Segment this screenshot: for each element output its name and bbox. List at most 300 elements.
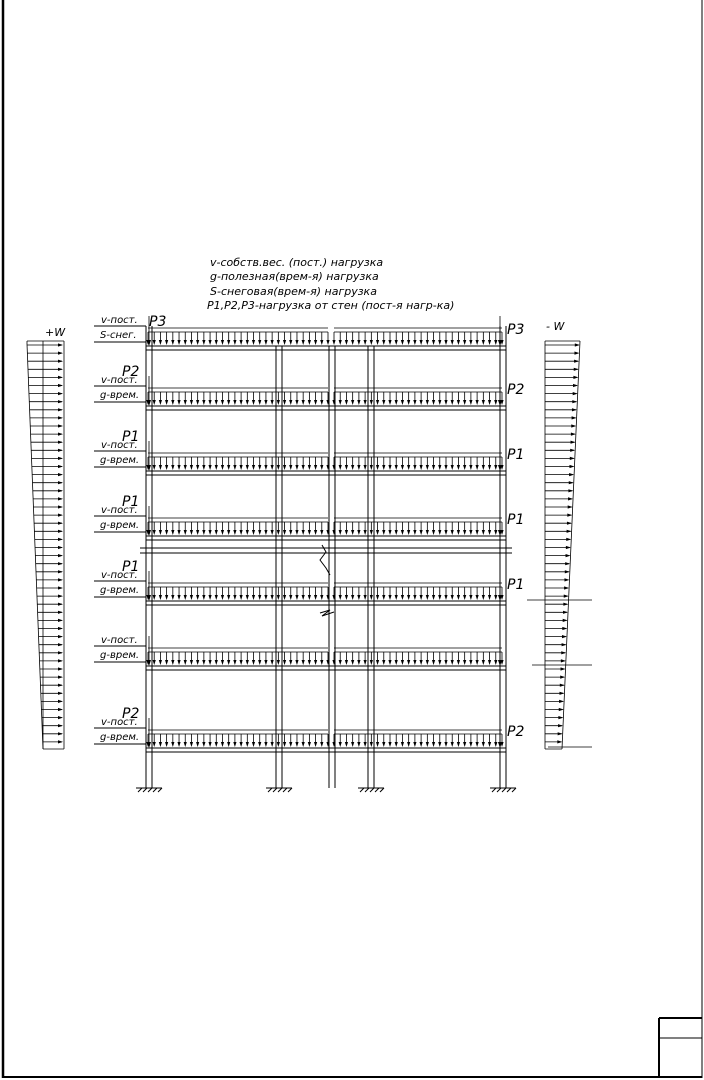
load-arrow-head xyxy=(351,595,354,600)
load-arrow-head xyxy=(345,595,348,600)
load-arrow-head xyxy=(264,530,267,535)
load-arrow-head xyxy=(233,530,236,535)
load-arrow-head xyxy=(233,595,236,600)
load-arrow-head xyxy=(469,400,472,405)
load-arrow-head xyxy=(357,742,360,747)
load-arrow-head xyxy=(196,660,199,665)
load-arrow-head xyxy=(271,595,274,600)
load-arrow-head xyxy=(277,340,280,345)
load-arrow-head xyxy=(159,400,162,405)
wind-arrow-head xyxy=(58,700,63,703)
wind-diagram-negative xyxy=(527,341,592,749)
load-arrow-head xyxy=(246,660,249,665)
wind-arrow-head xyxy=(58,595,63,598)
wind-arrow-head xyxy=(575,343,580,346)
load-arrow-head xyxy=(339,595,342,600)
load-arrow-head xyxy=(351,530,354,535)
load-arrow-head xyxy=(357,660,360,665)
wind-arrow-head xyxy=(573,384,578,387)
load-arrow-head xyxy=(215,595,218,600)
load-arrow-head xyxy=(339,400,342,405)
support-hatch xyxy=(283,788,287,792)
wind-arrow-head xyxy=(563,611,568,614)
wind-arrow-head xyxy=(564,595,569,598)
load-arrow-head xyxy=(202,400,205,405)
load-arrow-head xyxy=(494,465,497,470)
load-arrow-head xyxy=(457,660,460,665)
wind-arrow-head xyxy=(58,384,63,387)
load-arrow-head xyxy=(208,400,211,405)
legend xyxy=(207,256,454,312)
floor-bottom-label: g-врем. xyxy=(100,732,140,743)
load-arrow-head xyxy=(395,400,398,405)
load-arrow-head xyxy=(401,660,404,665)
wind-arrow-head xyxy=(574,352,579,355)
load-arrow-head xyxy=(202,530,205,535)
support-hatch xyxy=(370,788,374,792)
support-hatch xyxy=(138,788,142,792)
load-arrow-head xyxy=(221,340,224,345)
floor-bottom-label: g-врем. xyxy=(100,650,140,661)
floor-top-label: v-пост. xyxy=(101,570,138,581)
load-arrow-head xyxy=(159,465,162,470)
load-arrow-head xyxy=(420,400,423,405)
load-arrow-head xyxy=(457,340,460,345)
wind-arrow-head xyxy=(58,692,63,695)
load-arrow-head xyxy=(351,660,354,665)
load-arrow-head xyxy=(258,660,261,665)
wind-arrow-head xyxy=(569,481,574,484)
load-arrow-head xyxy=(370,400,373,405)
load-arrow-head xyxy=(382,400,385,405)
support-hatch xyxy=(380,788,384,792)
load-arrow-head xyxy=(339,742,342,747)
wind-arrow-head xyxy=(572,400,577,403)
load-arrow-head xyxy=(165,465,168,470)
load-arrow-head xyxy=(233,400,236,405)
load-arrow-head xyxy=(438,530,441,535)
right-wall-load-label: P3 xyxy=(507,322,525,338)
load-arrow-head xyxy=(184,660,187,665)
load-arrow-head xyxy=(227,340,230,345)
load-arrow-head xyxy=(364,340,367,345)
load-arrow-head xyxy=(240,465,243,470)
wind-arrow-head xyxy=(58,408,63,411)
load-arrow-head xyxy=(395,742,398,747)
load-arrow-head xyxy=(432,595,435,600)
load-arrow-head xyxy=(277,465,280,470)
load-arrow-head xyxy=(345,742,348,747)
load-arrow-head xyxy=(302,465,305,470)
load-arrow-head xyxy=(252,400,255,405)
load-arrow-head xyxy=(469,742,472,747)
wind-arrow-head xyxy=(566,546,571,549)
load-arrow-head xyxy=(444,340,447,345)
load-arrow-head xyxy=(420,660,423,665)
wind-arrow-head xyxy=(567,514,572,517)
load-arrow-head xyxy=(171,595,174,600)
load-arrow-head xyxy=(401,465,404,470)
load-arrow-head xyxy=(320,465,323,470)
load-arrow-head xyxy=(407,400,410,405)
load-arrow-head xyxy=(401,742,404,747)
wind-arrow-head xyxy=(561,651,566,654)
wind-arrow-head xyxy=(557,740,562,743)
load-arrow-head xyxy=(240,530,243,535)
load-arrow-head xyxy=(165,530,168,535)
load-arrow-head xyxy=(463,742,466,747)
support-hatch xyxy=(278,788,282,792)
load-arrow-head xyxy=(233,742,236,747)
load-arrow-head xyxy=(171,660,174,665)
load-arrow-head xyxy=(420,340,423,345)
load-arrow-head xyxy=(283,595,286,600)
left-wall-load-label: P2 xyxy=(122,364,140,380)
load-arrow-head xyxy=(488,595,491,600)
load-arrow-head xyxy=(190,660,193,665)
wind-arrow-head xyxy=(559,708,564,711)
load-arrow-head xyxy=(444,595,447,600)
load-arrow-head xyxy=(208,742,211,747)
load-arrow-head xyxy=(488,660,491,665)
load-arrow-head xyxy=(196,530,199,535)
right-wall-load-label: P1 xyxy=(507,512,525,528)
load-arrow-head xyxy=(494,595,497,600)
wind-arrow-head xyxy=(562,627,567,630)
wind-arrow-head xyxy=(58,724,63,727)
load-arrow-head xyxy=(283,340,286,345)
load-arrow-head xyxy=(326,340,329,345)
wind-arrow-head xyxy=(561,659,566,662)
load-arrow-head xyxy=(289,400,292,405)
load-arrow-head xyxy=(184,530,187,535)
load-arrow-head xyxy=(246,742,249,747)
load-arrow-head xyxy=(295,340,298,345)
load-arrow-head xyxy=(190,742,193,747)
load-arrow-head xyxy=(283,660,286,665)
floor-top-label: v-пост. xyxy=(101,505,138,516)
load-arrow-head xyxy=(432,530,435,535)
load-arrow-head xyxy=(432,400,435,405)
wind-arrow-head xyxy=(569,473,574,476)
load-arrow-head xyxy=(370,742,373,747)
load-arrow-head xyxy=(215,742,218,747)
load-arrow-head xyxy=(457,400,460,405)
load-arrow-head xyxy=(153,595,156,600)
wind-arrow-head xyxy=(567,522,572,525)
load-arrow-head xyxy=(451,465,454,470)
load-arrow-head xyxy=(295,742,298,747)
load-arrow-head xyxy=(482,742,485,747)
wind-arrow-head xyxy=(562,643,567,646)
load-arrow-head xyxy=(482,340,485,345)
load-arrow-head xyxy=(451,595,454,600)
wind-arrow-head xyxy=(558,724,563,727)
load-arrow-head xyxy=(240,595,243,600)
wind-arrow-head xyxy=(58,522,63,525)
load-arrow-head xyxy=(463,530,466,535)
wind-arrow-head xyxy=(568,505,573,508)
distributed-loads xyxy=(146,316,503,748)
support-hatch xyxy=(497,788,501,792)
load-arrow-head xyxy=(494,400,497,405)
load-arrow-head xyxy=(264,595,267,600)
load-arrow-head xyxy=(438,660,441,665)
load-arrow-head xyxy=(221,595,224,600)
load-arrow-head xyxy=(196,742,199,747)
floor-top-label: v-пост. xyxy=(101,635,138,646)
load-arrow-head xyxy=(308,400,311,405)
load-arrow-head xyxy=(277,400,280,405)
wind-arrow-head xyxy=(568,497,573,500)
floor-bottom-label: g-врем. xyxy=(100,390,140,401)
load-arrow-head xyxy=(463,400,466,405)
load-arrow-head xyxy=(432,742,435,747)
load-arrow-head xyxy=(388,400,391,405)
load-arrow-head xyxy=(339,660,342,665)
load-arrow-head xyxy=(283,530,286,535)
load-arrow-head xyxy=(271,742,274,747)
support-hatch xyxy=(492,788,496,792)
building-frame xyxy=(136,326,516,792)
load-arrow-head xyxy=(215,660,218,665)
load-arrow-head xyxy=(289,340,292,345)
load-arrow-head xyxy=(438,340,441,345)
load-arrow-head xyxy=(370,660,373,665)
wind-outline xyxy=(27,341,43,749)
right-wall-load-label: P1 xyxy=(507,577,525,593)
load-arrow-head xyxy=(202,660,205,665)
wind-arrow-head xyxy=(560,684,565,687)
load-arrow-head xyxy=(388,340,391,345)
load-arrow-head xyxy=(171,742,174,747)
load-arrow-head xyxy=(302,742,305,747)
load-arrow-head xyxy=(271,465,274,470)
load-arrow-head xyxy=(426,530,429,535)
load-arrow-head xyxy=(153,660,156,665)
load-arrow-head xyxy=(190,340,193,345)
wind-arrow-head xyxy=(58,651,63,654)
wind-arrow-head xyxy=(58,570,63,573)
load-arrow-head xyxy=(171,400,174,405)
load-arrow-head xyxy=(357,400,360,405)
load-arrow-head xyxy=(463,595,466,600)
load-arrow-head xyxy=(488,465,491,470)
legend-line-4: P1,P2,P3-нагрузка от стен (пост-я нагр-ка) xyxy=(207,299,455,312)
load-arrow-head xyxy=(264,465,267,470)
load-arrow-head xyxy=(308,742,311,747)
load-arrow-head xyxy=(320,742,323,747)
wind-arrow-head xyxy=(58,667,63,670)
wind-arrow-head xyxy=(572,408,577,411)
wind-arrow-head xyxy=(566,554,571,557)
load-arrow-head xyxy=(277,660,280,665)
load-arrow-head xyxy=(407,340,410,345)
load-arrow-head xyxy=(184,340,187,345)
load-arrow-head xyxy=(476,595,479,600)
wind-arrow-head xyxy=(58,684,63,687)
load-arrow-head xyxy=(221,400,224,405)
load-arrow-head xyxy=(488,742,491,747)
load-arrow-head xyxy=(345,660,348,665)
load-arrow-head xyxy=(376,465,379,470)
load-arrow-head xyxy=(258,340,261,345)
load-arrow-head xyxy=(308,465,311,470)
load-arrow-head xyxy=(264,400,267,405)
load-arrow-head xyxy=(332,340,335,345)
wind-arrow-head xyxy=(58,376,63,379)
wind-arrow-head xyxy=(58,643,63,646)
load-arrow-head xyxy=(295,465,298,470)
load-arrow-head xyxy=(395,595,398,600)
load-arrow-head xyxy=(202,465,205,470)
load-arrow-head xyxy=(289,530,292,535)
support-hatch xyxy=(288,788,292,792)
wind-arrow-head xyxy=(559,692,564,695)
load-arrow-head xyxy=(258,465,261,470)
load-arrow-head xyxy=(289,660,292,665)
wind-arrow-head xyxy=(58,416,63,419)
load-arrow-head xyxy=(457,530,460,535)
wind-positive-label: +W xyxy=(45,326,66,339)
load-arrow-head xyxy=(177,340,180,345)
sheet-frame xyxy=(3,0,702,1078)
load-arrow-head xyxy=(177,400,180,405)
load-arrow-head xyxy=(339,340,342,345)
wind-arrow-head xyxy=(58,424,63,427)
load-arrow-head xyxy=(302,530,305,535)
load-arrow-head xyxy=(246,340,249,345)
load-arrow-head xyxy=(202,595,205,600)
load-arrow-head xyxy=(444,530,447,535)
load-arrow-head xyxy=(388,595,391,600)
support-hatch xyxy=(143,788,147,792)
wind-arrow-head xyxy=(561,667,566,670)
load-arrow-head xyxy=(376,660,379,665)
load-arrow-head xyxy=(184,465,187,470)
support-hatch xyxy=(360,788,364,792)
wind-arrow-head xyxy=(564,586,569,589)
wind-arrow-head xyxy=(562,635,567,638)
wind-arrow-head xyxy=(568,489,573,492)
wind-arrow-head xyxy=(58,489,63,492)
wind-arrow-head xyxy=(58,676,63,679)
load-arrow-head xyxy=(457,595,460,600)
load-arrow-head xyxy=(314,400,317,405)
wind-outline xyxy=(562,341,580,749)
load-arrow-head xyxy=(357,530,360,535)
load-arrow-head xyxy=(240,660,243,665)
support-hatch xyxy=(507,788,511,792)
load-arrow-head xyxy=(208,595,211,600)
load-arrow-head xyxy=(388,742,391,747)
load-arrow-head xyxy=(451,400,454,405)
load-arrow-head xyxy=(401,595,404,600)
load-arrow-head xyxy=(246,530,249,535)
load-arrow-head xyxy=(258,595,261,600)
load-arrow-head xyxy=(351,400,354,405)
load-arrow-head xyxy=(395,660,398,665)
load-arrow-head xyxy=(376,340,379,345)
load-arrow-head xyxy=(308,660,311,665)
load-arrow-head xyxy=(469,595,472,600)
load-arrow-head xyxy=(482,660,485,665)
load-arrow-head xyxy=(252,660,255,665)
wind-arrow-head xyxy=(58,530,63,533)
load-arrow-head xyxy=(196,465,199,470)
load-arrow-head xyxy=(208,465,211,470)
load-arrow-head xyxy=(264,742,267,747)
load-arrow-head xyxy=(469,660,472,665)
wind-arrow-head xyxy=(558,732,563,735)
load-arrow-head xyxy=(240,400,243,405)
load-arrow-head xyxy=(227,595,230,600)
wind-arrow-head xyxy=(58,611,63,614)
load-arrow-head xyxy=(153,340,156,345)
load-arrow-head xyxy=(407,595,410,600)
load-arrow-head xyxy=(413,660,416,665)
load-arrow-head xyxy=(432,465,435,470)
load-arrow-head xyxy=(227,660,230,665)
wind-diagram-positive xyxy=(27,341,64,749)
load-arrow-head xyxy=(215,465,218,470)
load-arrow-head xyxy=(438,595,441,600)
load-arrow-head xyxy=(376,530,379,535)
load-arrow-head xyxy=(320,660,323,665)
load-arrow-head xyxy=(165,742,168,747)
load-arrow-head xyxy=(482,530,485,535)
wind-arrow-head xyxy=(58,708,63,711)
load-arrow-head xyxy=(407,660,410,665)
load-arrow-head xyxy=(314,465,317,470)
load-arrow-head xyxy=(469,465,472,470)
load-arrow-head xyxy=(413,530,416,535)
load-arrow-head xyxy=(395,340,398,345)
floor-top-label: v-пост. xyxy=(101,440,138,451)
load-arrow-head xyxy=(208,340,211,345)
load-arrow-head xyxy=(426,742,429,747)
wind-arrow-head xyxy=(560,676,565,679)
load-arrow-head xyxy=(476,530,479,535)
load-arrow-head xyxy=(488,400,491,405)
load-arrow-head xyxy=(357,595,360,600)
wind-arrow-head xyxy=(58,586,63,589)
load-arrow-head xyxy=(413,465,416,470)
load-arrow-head xyxy=(295,530,298,535)
load-arrow-head xyxy=(215,530,218,535)
wind-arrow-head xyxy=(573,376,578,379)
load-arrow-head xyxy=(177,742,180,747)
load-arrow-head xyxy=(196,400,199,405)
load-arrow-head xyxy=(426,660,429,665)
load-arrow-head xyxy=(476,742,479,747)
load-arrow-head xyxy=(233,465,236,470)
floor-top-label: v-пост. xyxy=(101,717,138,728)
wind-arrow-head xyxy=(572,416,577,419)
wind-arrow-head xyxy=(564,578,569,581)
load-arrow-head xyxy=(364,400,367,405)
load-arrow-head xyxy=(320,595,323,600)
floor-bottom-label: S-снег. xyxy=(100,330,137,341)
load-arrow-head xyxy=(208,530,211,535)
support-hatch xyxy=(153,788,157,792)
wind-arrow-head xyxy=(58,659,63,662)
wind-arrow-head xyxy=(58,578,63,581)
load-arrow-head xyxy=(221,660,224,665)
load-arrow-head xyxy=(438,742,441,747)
support-hatch xyxy=(375,788,379,792)
wind-arrow-head xyxy=(58,732,63,735)
